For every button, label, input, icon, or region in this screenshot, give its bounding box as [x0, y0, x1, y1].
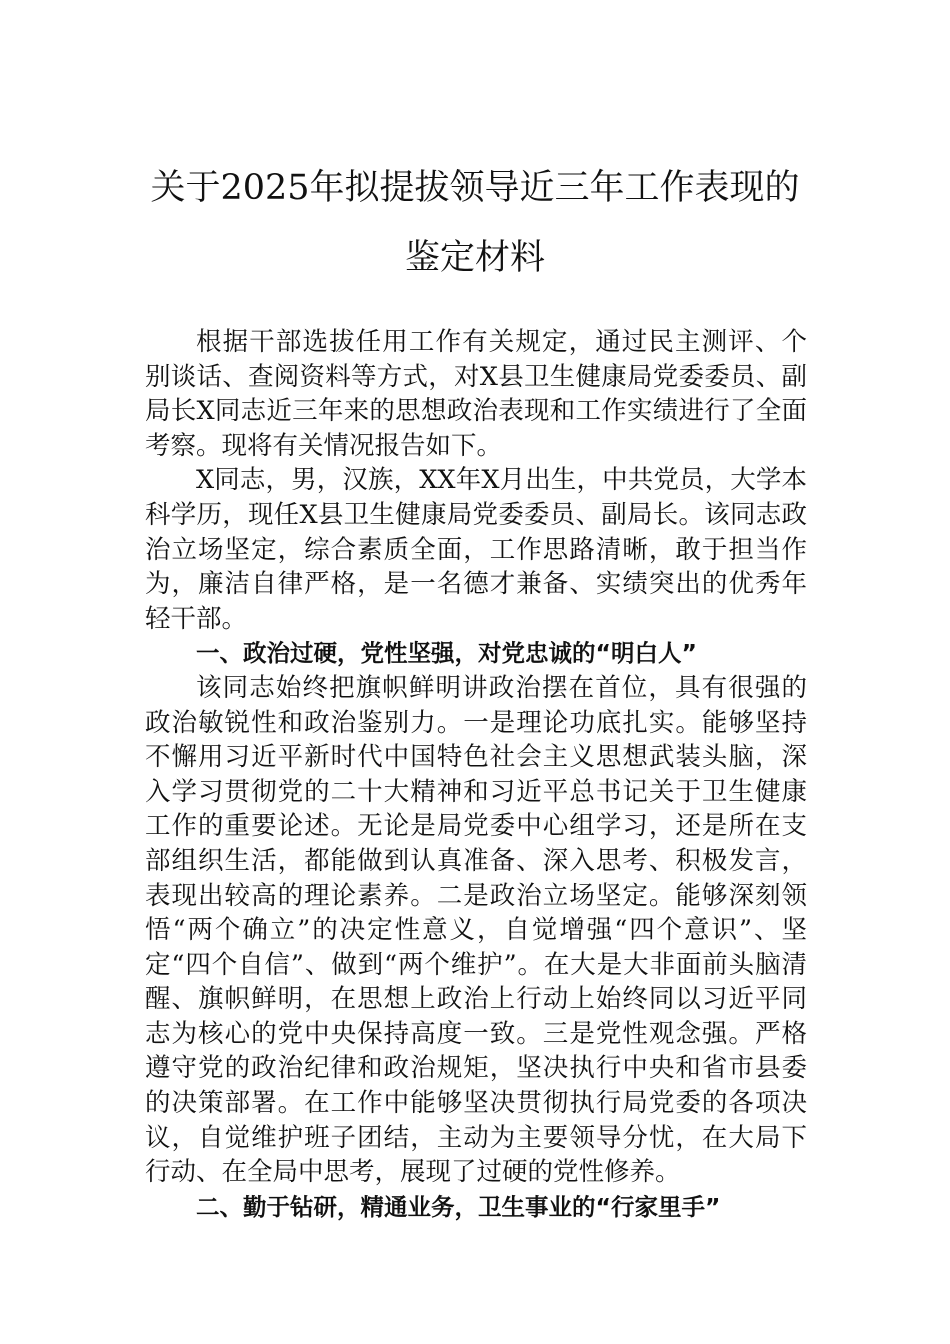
paragraph-line: 全面考察。现将有关情况报告如下。 — [145, 396, 807, 461]
document-title-line-2: 鉴定材料 — [404, 238, 545, 278]
paragraph-line: 政治敏锐性和政治鉴别力。一是理论功底扎实。能够坚持 — [145, 707, 807, 738]
paragraph-line: 表现出较高的理论素养。二是政治立场坚定。能够深刻领 — [145, 880, 807, 911]
paragraph-line: 部组织生活，都能做到认真准备、深入思考、积极发言， — [145, 845, 807, 876]
paragraph-line: X同志，男，汉族，XX年X月出生，中共党员，大学 — [196, 465, 782, 496]
paragraph-line: 秀年轻干部。 — [145, 569, 807, 634]
paragraph-line: 本科学历，现任X县卫生健康局党委委员、副局长。该同 — [145, 465, 807, 530]
paragraph-line: 帜鲜明，在思想上政治上行动上始终同以习近平同志为核 — [145, 984, 807, 1049]
paragraph-line: 入学习贯彻党的二十大精神和习近平总书记关于卫生健康 — [145, 776, 807, 807]
paragraph-line: 的政治纪律和政治规矩，坚决执行中央和省市县委的决策 — [145, 1053, 807, 1119]
paragraph-line: 根据干部选拔任用工作有关规定，通过民主测评、个 — [196, 327, 807, 357]
paragraph-line: 工作的重要论述。无论是局党委中心组学习，还是所在支 — [145, 811, 807, 842]
paragraph-line: 别谈话、查阅资料等方式，对X县卫生健康局党委委员、 — [145, 361, 782, 392]
paragraph-intro — [145, 325, 807, 463]
paragraph-line: 部署。在工作中能够坚决贯彻执行局党委的各项决议，自 — [145, 1088, 807, 1153]
paragraph-line: 在全局中思考，展现了过硬的党性修养。 — [221, 1157, 681, 1188]
paragraph-line: 副局长X同志近三年来的思想政治表现和工作实绩进行了 — [145, 361, 807, 427]
paragraph-political — [145, 671, 807, 1190]
paragraph-line: 志政治立场坚定，综合素质全面，工作思路清晰，敢于担 — [145, 499, 807, 565]
section-heading-2: 二、勤于钻研，精通业务，卫生事业的“行家里手” — [196, 1192, 721, 1221]
paragraph-line: 悟“两个确立”的决定性意义，自觉增强“四个意识”、坚定“四 — [145, 915, 807, 980]
paragraph-line: 觉维护班子团结，主动为主要领导分忧，在大局下行动、 — [145, 1122, 807, 1188]
section-heading-1: 一、政治过硬，党性坚强，对党忠诚的“明白人” — [196, 639, 697, 668]
paragraph-line: 不懈用习近平新时代中国特色社会主义思想武装头脑，深 — [145, 742, 807, 773]
paragraph-line: 心的党中央保持高度一致。三是党性观念强。严格遵守党 — [145, 1018, 807, 1084]
document-body — [145, 325, 807, 1224]
paragraph-line: 个自信”、做到“两个维护”。在大是大非面前头脑清醒、旗 — [145, 949, 807, 1015]
paragraph-line: 当作为，廉洁自律严格，是一名德才兼备、实绩突出的优 — [145, 534, 807, 600]
paragraph-profile — [145, 463, 807, 636]
paragraph-line: 该同志始终把旗帜鲜明讲政治摆在首位，具有很强的 — [196, 672, 807, 703]
document-title-line-1: 关于2025年拟提拔领导近三年工作表现的 — [150, 168, 800, 208]
